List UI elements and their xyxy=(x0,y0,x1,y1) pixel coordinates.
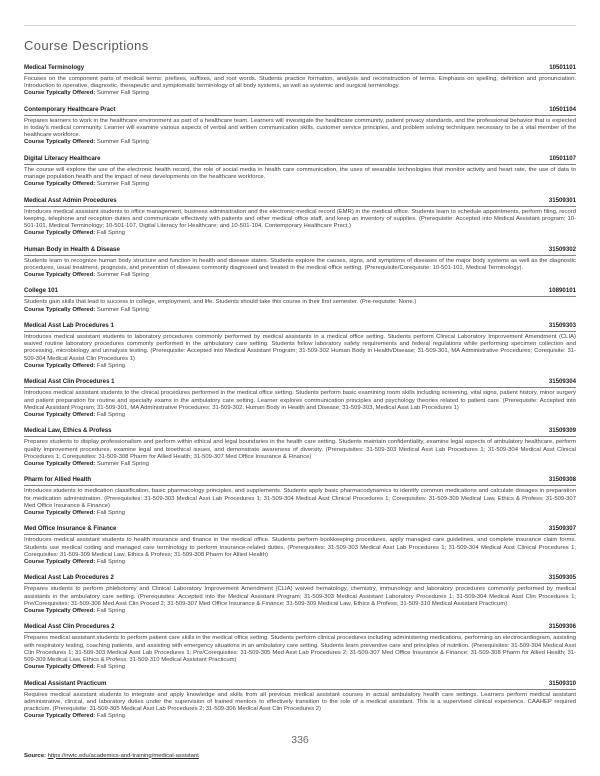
course-number: 31509301 xyxy=(548,196,576,204)
course-header xyxy=(24,574,576,584)
course-offered-label: Course Typically Offered: xyxy=(24,306,97,313)
course-title: Medical Asst Clin Procedures 2 xyxy=(24,623,115,631)
course-title: Medical Asst Clin Procedures 1 xyxy=(24,378,115,386)
course-offered-label: Course Typically Offered: xyxy=(24,509,97,516)
course-description: Introduces medical assistant students to the clinical procedures performed in the medical office setting. Students perform basic examining room skills including screening, vital signs, patient history, minor surgery and patient preparation for routine and specialty exams in the ambulatory care setting. Learner explores communication principles and psychology theories related to patient care. (Prerequisite: Accepted into Medical Assistant Program; 31-509-301, MA Administrative Procedures; 31-509-302, Human Body in Health and Disease; 31-509-303, Medical Asst Lab Procedures 1) xyxy=(24,390,576,411)
course-header xyxy=(24,246,576,256)
course-number: 31509306 xyxy=(548,623,576,631)
course-offered-value: Fall Spring xyxy=(96,664,126,671)
course-offered-label: Course Typically Offered: xyxy=(24,460,97,467)
course-offered xyxy=(24,307,576,314)
course-offered-label: Course Typically Offered: xyxy=(24,90,97,97)
course-description: Prepares learners to work in the healthcare environment as part of a healthcare team. Learners will investigate the healthcare community, patient privacy standards, and the professional behavior that is expected in today's medical community. Learner will examine various aspects of verbal and written communication skills, customer service principles, and problem solving techniques necessary to be a vital member of the healthcare workforce. xyxy=(24,117,576,139)
course-offered xyxy=(24,664,576,671)
course-number: 10501107 xyxy=(549,154,576,162)
course-header xyxy=(24,197,576,207)
course-number: 31509304 xyxy=(548,378,576,386)
course-entry xyxy=(24,155,576,189)
course-description: The course will explore the use of the electronic health record, the role of social media in health care communication, the uses of wearable technologies that monitor activity and heart rate, the use of data to manage population health and the impact of new developments on the healthcare workforce. xyxy=(24,166,576,181)
course-entry xyxy=(24,64,576,98)
course-header xyxy=(24,680,576,690)
top-divider xyxy=(24,25,576,26)
course-list xyxy=(24,64,576,729)
course-offered xyxy=(24,713,576,720)
course-offered-value: Fall Spring xyxy=(96,362,126,369)
course-entry xyxy=(24,378,576,419)
course-offered-value: Summer Fall Spring xyxy=(96,272,149,279)
course-offered-label: Course Typically Offered: xyxy=(24,664,97,671)
course-offered-value: Summer Fall Spring xyxy=(96,181,149,188)
course-header xyxy=(24,378,576,388)
course-offered-label: Course Typically Offered: xyxy=(24,607,97,614)
course-offered xyxy=(24,230,576,237)
course-offered-label: Course Typically Offered: xyxy=(24,181,97,188)
course-description: Introduces medical assistant students to laboratory procedures commonly performed by medical assistants in a medical office setting. Students perform Clinical Laboratory Improvement Amendment (CLIA) waived routine laboratory procedures commonly performed in the ambulatory care setting. Students follow laboratory safety requirements and federal regulations while performing specimen collection and processing, microbiology and urinalysis testing. (Prerequisite: Accepted into Medical Assistant Program; 31-509-302 Human Body in Health/Disease; 31-509-301, MA Administrative Procedures; Corequisite: 31-509-304 Medical Assist Clin Procedures 1) xyxy=(24,334,576,362)
course-title: Medical Assistant Practicum xyxy=(24,679,107,687)
course-header xyxy=(24,106,576,116)
course-header xyxy=(24,427,576,437)
course-title: Med Office Insurance & Finance xyxy=(24,525,117,533)
course-number: 31509309 xyxy=(548,427,576,435)
course-number: 10890101 xyxy=(548,287,576,295)
course-offered-label: Course Typically Offered: xyxy=(24,362,97,369)
course-number: 31509310 xyxy=(548,679,576,687)
course-entry xyxy=(24,574,576,615)
course-description: Students learn to recognize human body structure and function in health and disease states. Students explore the causes, signs, and symptoms of diseases of the major body systems as well as the diagnostic procedures, usual treatment, prognosis, and prevention of diseases commonly diagnosed and treated in the medical office setting. (Prerequisite/Corequisite: 10-501-101, Medical Terminology). xyxy=(24,257,576,271)
course-header xyxy=(24,476,576,486)
course-offered-value: Summer Fall Spring xyxy=(96,139,149,146)
course-offered-value: Fall Spring xyxy=(96,509,126,516)
course-offered xyxy=(24,559,576,566)
course-offered-value: Fall Spring xyxy=(96,558,126,565)
course-description: Requires medical assistant students to integrate and apply knowledge and skills from all previous medical assistant courses in actual ambulatory health care settings. Learners perform medical assistant administrative, clinical, and laboratory duties under the supervision of trained mentors to effectively transition to the role of a medical assistant. This is a supervised clinical experience. CAAHEP required practicum. (Prerequisite: 31-509-305 Medical Asst Lab Procedures 2; 31-509-306 Medical Asst Clin Procedures 2) xyxy=(24,691,576,712)
course-offered-value: Summer Fall Spring xyxy=(96,306,149,313)
course-entry xyxy=(24,476,576,517)
course-number: 10501101 xyxy=(549,64,576,71)
course-header xyxy=(24,623,576,633)
course-entry xyxy=(24,623,576,671)
course-description: Introduces medical assistant students to health insurance and finance in the medical office. Students perform bookkeeping procedures, apply managed care guidelines, and complete insurance claim forms. Students use medical coding and managed care terminology to perform insurance-related duties. (Prerequisites: 31-509-303 Medical Asst Lab Procedures 1; 31-509-304 Medical Asst Clinical Procedures 1; Corequisites: 31-509-309 Medical Law, Ethics & Profess; 31-509-308 Pharm for Allied Health) xyxy=(24,537,576,558)
course-description: Introduces students to medication classification, basic pharmacology principles, and supplements. Students apply basic pharmacodynamics to identify common medications and calculate dosages in preparation for medication administration. (Prerequisites: 31-509-303 Medical Asst Lab Procedures 1; 31-509-304 Medical Asst Clinical Procedures 1; Corequisites: 31-509-309 Medical Law, Ethics & Profess; 31-509-307 Med Office Insurance & Finance) xyxy=(24,488,576,509)
course-offered xyxy=(24,139,576,146)
course-title: Medical Asst Lab Procedures 1 xyxy=(24,322,114,330)
course-offered-label: Course Typically Offered: xyxy=(24,713,97,720)
course-offered xyxy=(24,510,576,517)
course-entry xyxy=(24,680,576,721)
course-entry xyxy=(24,287,576,314)
course-number: 31509308 xyxy=(548,476,576,484)
course-offered xyxy=(24,608,576,615)
page-number: 336 xyxy=(291,734,309,746)
course-description: Introduces medical assistant students to office management, business administration and the electronic medical record (EMR) in the medical office. Students learn to schedule appointments, perform filing, record keeping, telephone and reception duties and communicate effectively with patients and other medical office staff, and keep an inventory of supplies. (Prerequisite: Accepted into Medical Assistant program; 10-501-101, Medical Terminology; 10-501-107, Digital Literacy for Healthcare; and 10-501-104, Contemporary Healthcare Pract.) xyxy=(24,208,576,230)
course-description: Prepares students to display professionalism and perform within ethical and legal boundaries in the health care setting. Students maintain confidentiality, examine legal aspects of ambulatory healthcare, perform quality improvement procedures, examine legal and bioethical issues, and demonstrate awareness of diversity. (Prerequisites: 31-509-303 Medical Asst Lab Procedures 1; 31-509-304 Medical Asst Clinical Procedures 1; Corequisites: 31-509-308 Pharm for Allied Health; 31-509-307 Med Office Insurance & Finance) xyxy=(24,439,576,460)
course-number: 31509303 xyxy=(548,322,576,330)
course-entry xyxy=(24,427,576,468)
source-label: Source: xyxy=(24,752,46,759)
course-title: Contemporary Healthcare Pract xyxy=(24,105,116,113)
course-number: 31509302 xyxy=(548,245,576,253)
source-link[interactable]: https://nwtc.edu/academics-and-training/medical-assistant xyxy=(47,752,199,759)
course-header xyxy=(24,322,576,332)
course-offered-label: Course Typically Offered: xyxy=(24,558,97,565)
course-title: Pharm for Allied Health xyxy=(24,476,92,484)
course-title: Medical Terminology xyxy=(24,64,85,71)
source-row xyxy=(24,753,576,760)
course-number: 31509307 xyxy=(548,525,576,533)
course-entry xyxy=(24,322,576,370)
course-header xyxy=(24,64,576,74)
course-entry xyxy=(24,246,576,280)
course-offered-label: Course Typically Offered: xyxy=(24,139,97,146)
course-offered-value: Summer Fall Spring xyxy=(96,460,149,467)
course-title: Medical Asst Admin Procedures xyxy=(24,196,117,204)
course-offered-label: Course Typically Offered: xyxy=(24,272,97,279)
course-number: 10501104 xyxy=(549,105,576,113)
course-offered-value: Fall Spring xyxy=(96,230,126,237)
course-entry xyxy=(24,525,576,566)
course-offered xyxy=(24,412,576,419)
course-title: Medical Law, Ethics & Profess xyxy=(24,427,112,435)
course-number: 31509305 xyxy=(548,574,576,582)
course-offered-value: Summer Fall Spring xyxy=(96,90,149,97)
course-title: Digital Literacy Healthcare xyxy=(24,154,101,162)
course-title: Human Body in Health & Disease xyxy=(24,245,120,253)
course-offered-value: Fall Spring xyxy=(96,607,126,614)
course-offered-label: Course Typically Offered: xyxy=(24,230,97,237)
course-offered xyxy=(24,461,576,468)
course-description: Prepares students to perform phlebotomy and Clinical Laboratory Improvement Amendment (CLIA) waived hematology, chemistry, immunology and laboratory procedures commonly performed by medical assistants in the ambulatory care setting. (Prerequisites: Accepted into the Medical Assistant Program; 31-509-303 Medical Assistant Laboratory Procedures 1; 31-509-304 Medical Asst Clin Procedures 1; Pre/Corequisites: 31-509-306 Med Asst Clin Proced 2; 31-509-307 Med Office Insurance & Finance; 31-509-309 Medical Law, Ethics & Profess; 31-509-310 Medical Assistant Practicum) xyxy=(24,586,576,607)
course-entry xyxy=(24,106,576,147)
course-description: Focuses on the component parts of medical terms: prefixes, suffixes, and root words. Students practice formation, analysis and reconstruction of terms. Emphasis on spelling, definition and pronunciation. Introduction to operative, diagnostic, therapeutic and symptomatic terminology of all body systems, as well as systemic and surgical terminology. xyxy=(24,76,576,90)
course-offered xyxy=(24,181,576,188)
course-title: Medical Asst Lab Procedures 2 xyxy=(24,574,114,582)
course-offered xyxy=(24,363,576,370)
course-header xyxy=(24,525,576,535)
course-offered-value: Fall Spring xyxy=(96,411,126,418)
page-title: Course Descriptions xyxy=(24,38,149,53)
course-offered xyxy=(24,272,576,279)
course-title: College 101 xyxy=(24,287,58,295)
course-description: Prepares medical assistant students to perform patient care skills in the medical office setting. Students perform clinical procedures including administering medications, performing an electrocardiogram, assisting with respiratory testing, coaching patients, and assisting with emergency situations in an ambulatory care setting. Students learn preventive care and principles of nutrition. (Prerequisites: 31-509-304 Medical Asst Clin Procedures 1; 31-509-303 Medical Asst Lab Procedures 1; Pre/Corequisites: 31-509-305 Med Asst Lab Procedures 2; 31-509-307 Med Office Insurance & Finance; 31-509-308 Pharm for Allied Health; 31-509-309 Medical Law, Ethics & Profess; 31-509-310 Medical Assistant Practicum) xyxy=(24,635,576,663)
course-header xyxy=(24,155,576,165)
course-description: Students gain skills that lead to success in college, employment, and life. Students should take this course in their first semester. (Pre-requisite: None.) xyxy=(24,299,417,306)
course-entry xyxy=(24,197,576,238)
course-offered xyxy=(24,90,576,97)
course-offered-value: Fall Spring xyxy=(96,713,126,720)
course-offered-label: Course Typically Offered: xyxy=(24,411,97,418)
course-header xyxy=(24,287,576,297)
